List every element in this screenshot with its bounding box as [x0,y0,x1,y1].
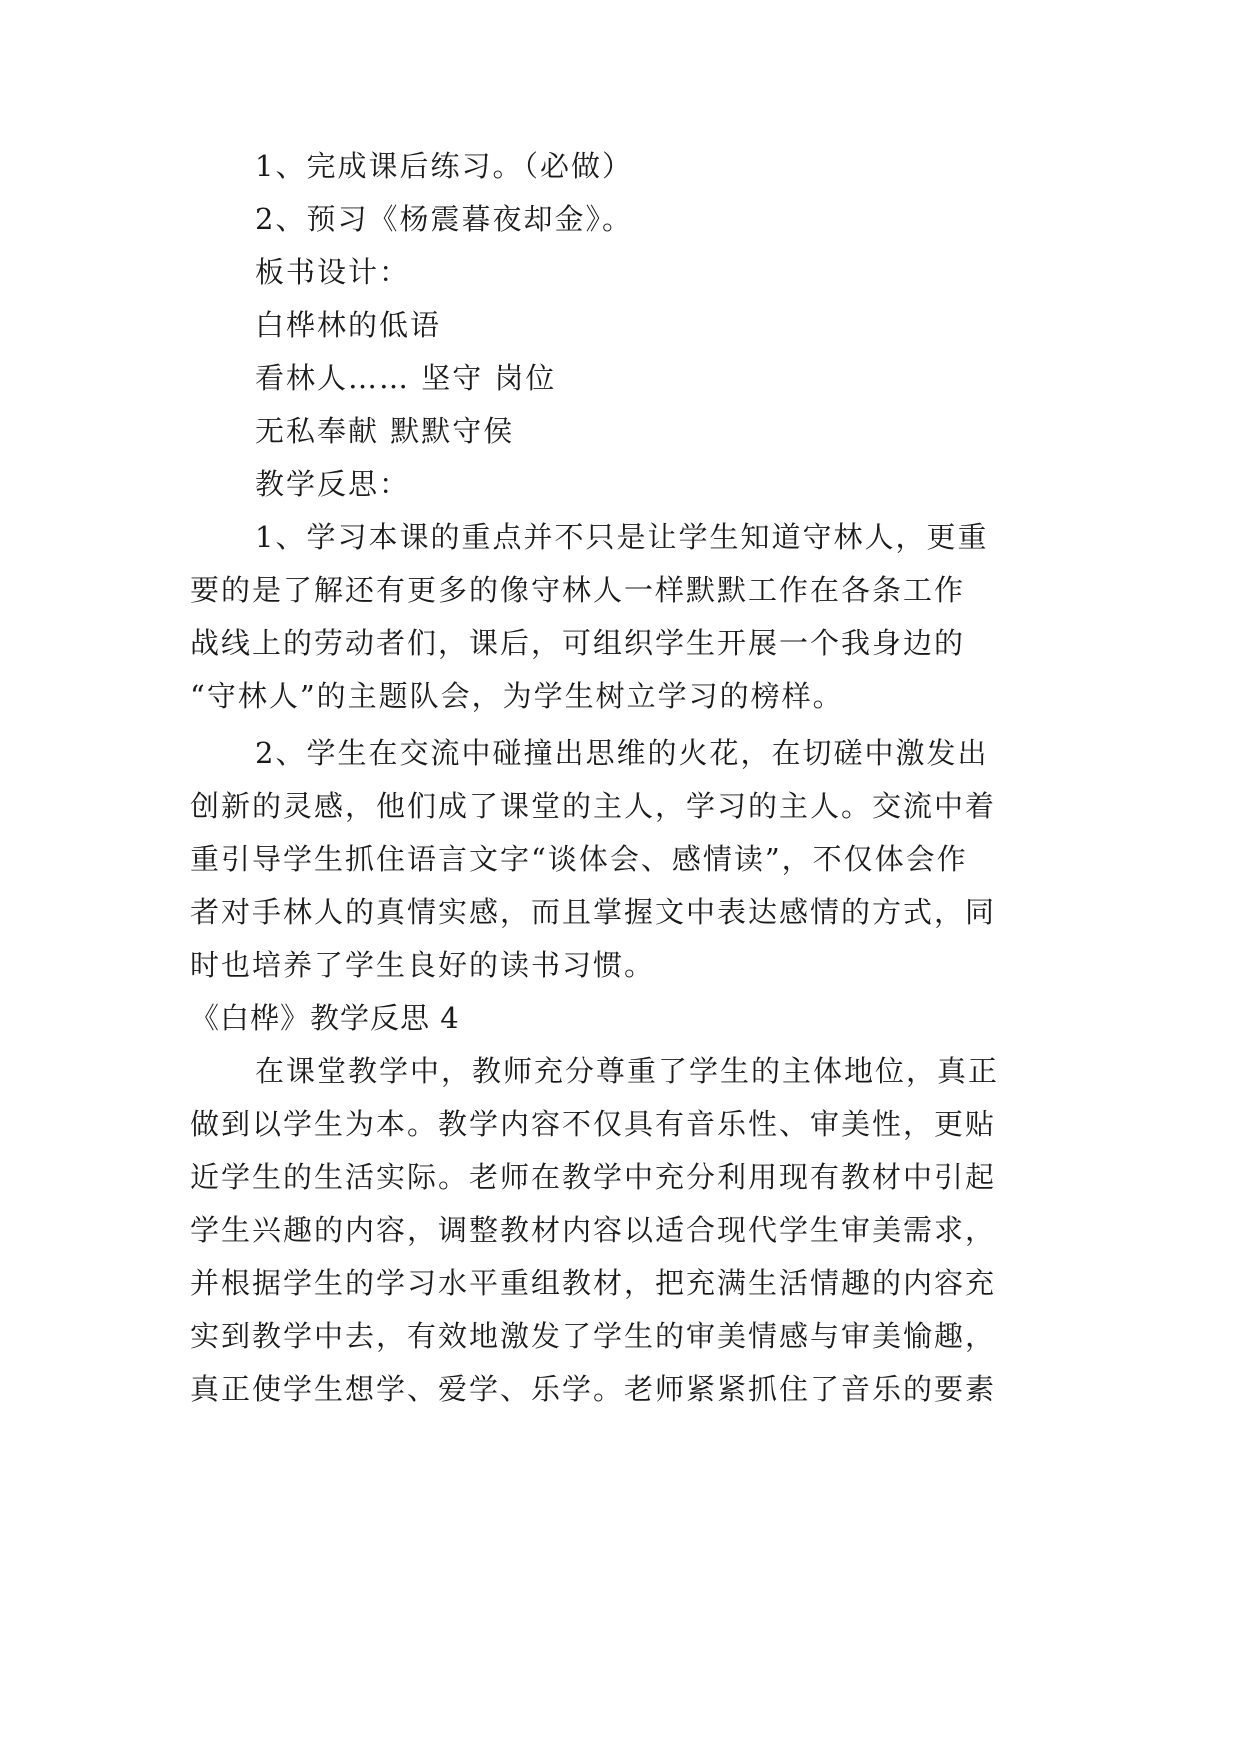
section-body-line-7: 真正使学生想学、爱学、乐学。老师紧紧抓住了音乐的要素 [190,1372,997,1406]
section-body-line-5: 并根据学生的学习水平重组教材，把充满生活情趣的内容充 [190,1266,997,1300]
board-design-title: 白桦林的低语 [255,308,442,342]
reflection-label: 教学反思： [255,467,411,501]
reflection-2-line-3: 重引导学生抓住语言文字“谈体会、感情读”，不仅体会作 [190,842,968,876]
reflection-2-line-1: 2、学生在交流中碰撞出思维的火花，在切磋中激发出 [255,736,989,770]
reflection-1-line-2: 要的是了解还有更多的像守林人一样默默工作在各条工作 [190,573,966,607]
section-body-line-1: 在课堂教学中，教师充分尊重了学生的主体地位，真正 [255,1054,1000,1088]
homework-item-1: 1、完成课后练习。（必做） [255,149,633,183]
homework-item-2: 2、预习《杨震暮夜却金》。 [255,202,633,236]
reflection-1-line-3: 战线上的劳动者们，课后，可组织学生开展一个我身边的 [190,626,966,660]
section-title: 《白桦》教学反思 4 [190,1001,460,1035]
reflection-2-line-5: 时也培养了学生良好的读书习惯。 [190,948,656,982]
section-body-line-6: 实到教学中去，有效地激发了学生的审美情感与审美愉趣， [190,1319,997,1353]
board-design-line-2: 无私奉献 默默守侯 [255,414,515,448]
reflection-2-line-2: 创新的灵感，他们成了课堂的主人，学习的主人。交流中着 [190,789,997,823]
section-body-line-2: 做到以学生为本。教学内容不仅具有音乐性、审美性，更贴 [190,1107,997,1141]
reflection-1-line-4: “守林人”的主题队会，为学生树立学习的榜样。 [190,679,844,713]
reflection-1-line-1: 1、学习本课的重点并不只是让学生知道守林人，更重 [255,520,989,554]
section-body-line-3: 近学生的生活实际。老师在教学中充分利用现有教材中引起 [190,1160,997,1194]
board-design-line-1: 看林人…… 坚守 岗位 [255,361,557,395]
section-body-line-4: 学生兴趣的内容，调整教材内容以适合现代学生审美需求， [190,1213,997,1247]
board-design-label: 板书设计： [255,255,411,289]
reflection-2-line-4: 者对手林人的真情实感，而且掌握文中表达感情的方式，同 [190,895,997,929]
